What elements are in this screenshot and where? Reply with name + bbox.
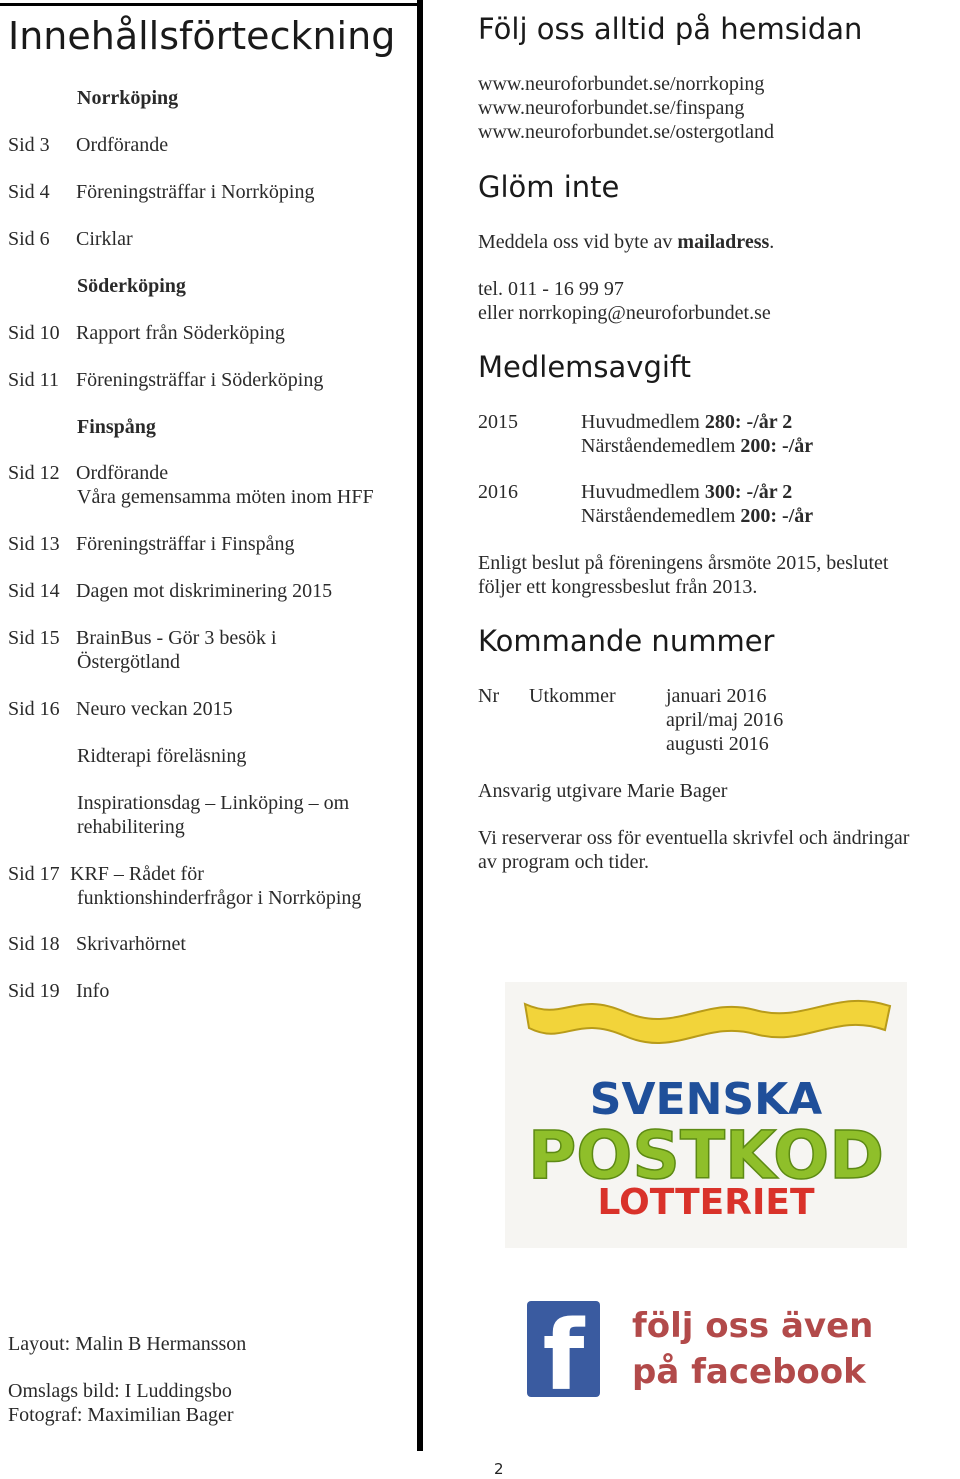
toc-page: Sid 3 bbox=[8, 134, 50, 156]
toc-page: Sid 11 bbox=[8, 369, 59, 391]
toc-entry bbox=[8, 579, 332, 603]
toc-subentry: Inspirationsdag – Linköping – om bbox=[77, 792, 350, 814]
toc-page: Sid 16 bbox=[8, 698, 60, 720]
toc-label: BrainBus - Gör 3 besök i bbox=[76, 627, 277, 649]
toc-entry bbox=[8, 180, 314, 204]
remember-text-post: . bbox=[769, 231, 775, 253]
remember-text-pre: Meddela oss vid byte av bbox=[478, 231, 678, 253]
toc-label: Föreningsträffar i Finspång bbox=[76, 533, 295, 555]
toc-page: Sid 12 bbox=[8, 462, 60, 484]
fee-main bbox=[581, 410, 792, 434]
toc-label: Föreningsträffar i Norrköping bbox=[76, 181, 315, 203]
fee-related-amount: 200: -/år bbox=[740, 435, 814, 457]
toc-label: Rapport från Söderköping bbox=[76, 322, 285, 344]
facebook-f-icon: f bbox=[542, 1300, 585, 1412]
contact-email[interactable]: eller norrkoping@neuroforbundet.se bbox=[478, 302, 771, 324]
toc-entry bbox=[8, 979, 109, 1003]
toc-label-continued: funktionshinderfrågor i Norrköping bbox=[77, 887, 362, 909]
toc-label: Skrivarhörnet bbox=[76, 933, 186, 955]
toc-entry bbox=[8, 532, 295, 556]
toc-entry bbox=[8, 133, 168, 157]
toc-entry bbox=[8, 368, 323, 392]
fee-related-label: Närståendemedlem bbox=[581, 505, 741, 527]
fee-related bbox=[581, 504, 813, 528]
section-soderkoping: Söderköping bbox=[77, 275, 186, 297]
toc-label-continued: rehabilitering bbox=[77, 816, 185, 838]
fee-note-continued: följer ett kongressbeslut från 2013. bbox=[478, 576, 758, 598]
toc-page: Sid 6 bbox=[8, 228, 50, 250]
upcoming-date: januari 2016 bbox=[666, 685, 767, 707]
toc-label: Ordförande bbox=[76, 134, 169, 156]
credit-layout: Layout: Malin B Hermansson bbox=[8, 1333, 247, 1355]
toc-page: Sid 4 bbox=[8, 181, 50, 203]
postkod-line1: SVENSKA bbox=[589, 1074, 823, 1125]
link-finspang[interactable]: www.neuroforbundet.se/finspang bbox=[478, 97, 745, 119]
fee-main-amount: 300: -/år 2 bbox=[704, 481, 793, 503]
toc-label: Ordförande bbox=[76, 462, 169, 484]
disclaimer: Vi reserverar oss för eventuella skrivfel och ändringar bbox=[478, 827, 910, 849]
publisher: Ansvarig utgivare Marie Bager bbox=[478, 780, 728, 802]
fee-year: 2015 bbox=[478, 411, 518, 433]
toc-label: Info bbox=[76, 980, 110, 1002]
toc-page: Sid 19 bbox=[8, 980, 60, 1002]
remember-text-bold: mailadress bbox=[677, 231, 770, 253]
postkod-line3: LOTTERIET bbox=[597, 1182, 815, 1223]
top-rule bbox=[0, 3, 421, 6]
upcoming-date: augusti 2016 bbox=[666, 733, 769, 755]
toc-label-continued: Våra gemensamma möten inom HFF bbox=[77, 486, 374, 508]
toc-label: Neuro veckan 2015 bbox=[76, 698, 233, 720]
toc-label: KRF – Rådet för bbox=[70, 863, 204, 885]
column-divider bbox=[417, 0, 423, 1451]
toc-entry bbox=[8, 862, 204, 886]
fee-main-amount: 280: -/år 2 bbox=[704, 411, 793, 433]
remember-text bbox=[478, 230, 774, 254]
fee-heading: Medlemsavgift bbox=[478, 350, 691, 384]
credit-photographer: Fotograf: Maximilian Bager bbox=[8, 1404, 234, 1426]
facebook-logo[interactable] bbox=[527, 1300, 600, 1412]
toc-page: Sid 10 bbox=[8, 322, 60, 344]
facebook-text-line2: på facebook bbox=[632, 1352, 866, 1392]
credit-cover: Omslags bild: I Luddingsbo bbox=[8, 1380, 232, 1402]
section-norrkoping: Norrköping bbox=[77, 87, 179, 109]
toc-page: Sid 15 bbox=[8, 627, 60, 649]
toc-page: Sid 18 bbox=[8, 933, 60, 955]
upcoming-release-label: Utkommer bbox=[529, 685, 616, 707]
toc-entry bbox=[8, 321, 285, 345]
toc-label-continued: Östergötland bbox=[77, 651, 180, 673]
ribbon-banner bbox=[525, 1001, 890, 1043]
fee-related-amount: 200: -/år bbox=[740, 505, 814, 527]
toc-entry bbox=[8, 932, 186, 956]
fee-year: 2016 bbox=[478, 481, 518, 503]
fee-related-label: Närståendemedlem bbox=[581, 435, 741, 457]
toc-entry bbox=[8, 697, 233, 721]
upcoming-nr-label: Nr bbox=[478, 685, 500, 707]
toc-page: Sid 13 bbox=[8, 533, 60, 555]
postkod-logo-graphic bbox=[505, 982, 907, 1248]
phone-number: tel. 011 - 16 99 97 bbox=[478, 278, 624, 300]
toc-title: Innehållsförteckning bbox=[8, 14, 396, 58]
toc-entry bbox=[8, 461, 168, 485]
upcoming-heading: Kommande nummer bbox=[478, 624, 775, 658]
remember-heading: Glöm inte bbox=[478, 170, 620, 204]
upcoming-date: april/maj 2016 bbox=[666, 709, 784, 731]
toc-page: Sid 14 bbox=[8, 580, 60, 602]
section-finspang: Finspång bbox=[77, 416, 156, 438]
toc-entry bbox=[8, 626, 277, 650]
postkod-lotteriet-logo bbox=[505, 982, 907, 1248]
fee-related bbox=[581, 434, 813, 458]
disclaimer-continued: av program och tider. bbox=[478, 851, 650, 873]
postkod-line2: POSTKOD bbox=[527, 1117, 885, 1194]
facebook-text-line1: följ oss även bbox=[632, 1306, 874, 1346]
link-norrkoping[interactable]: www.neuroforbundet.se/norrkoping bbox=[478, 73, 765, 95]
toc-label: Dagen mot diskriminering 2015 bbox=[76, 580, 333, 602]
fee-main-label: Huvudmedlem bbox=[581, 411, 705, 433]
link-ostergotland[interactable]: www.neuroforbundet.se/ostergotland bbox=[478, 121, 775, 143]
page-number: 2 bbox=[494, 1460, 504, 1478]
fee-note: Enligt beslut på föreningens årsmöte 2015, beslutet bbox=[478, 552, 889, 574]
toc-label: Cirklar bbox=[76, 228, 133, 250]
toc-entry bbox=[8, 227, 133, 251]
follow-heading: Följ oss alltid på hemsidan bbox=[478, 12, 863, 46]
toc-page: Sid 17 bbox=[8, 863, 60, 885]
toc-label: Föreningsträffar i Söderköping bbox=[76, 369, 324, 391]
fee-main-label: Huvudmedlem bbox=[581, 481, 705, 503]
toc-subentry: Ridterapi föreläsning bbox=[77, 745, 247, 767]
fee-main bbox=[581, 480, 792, 504]
